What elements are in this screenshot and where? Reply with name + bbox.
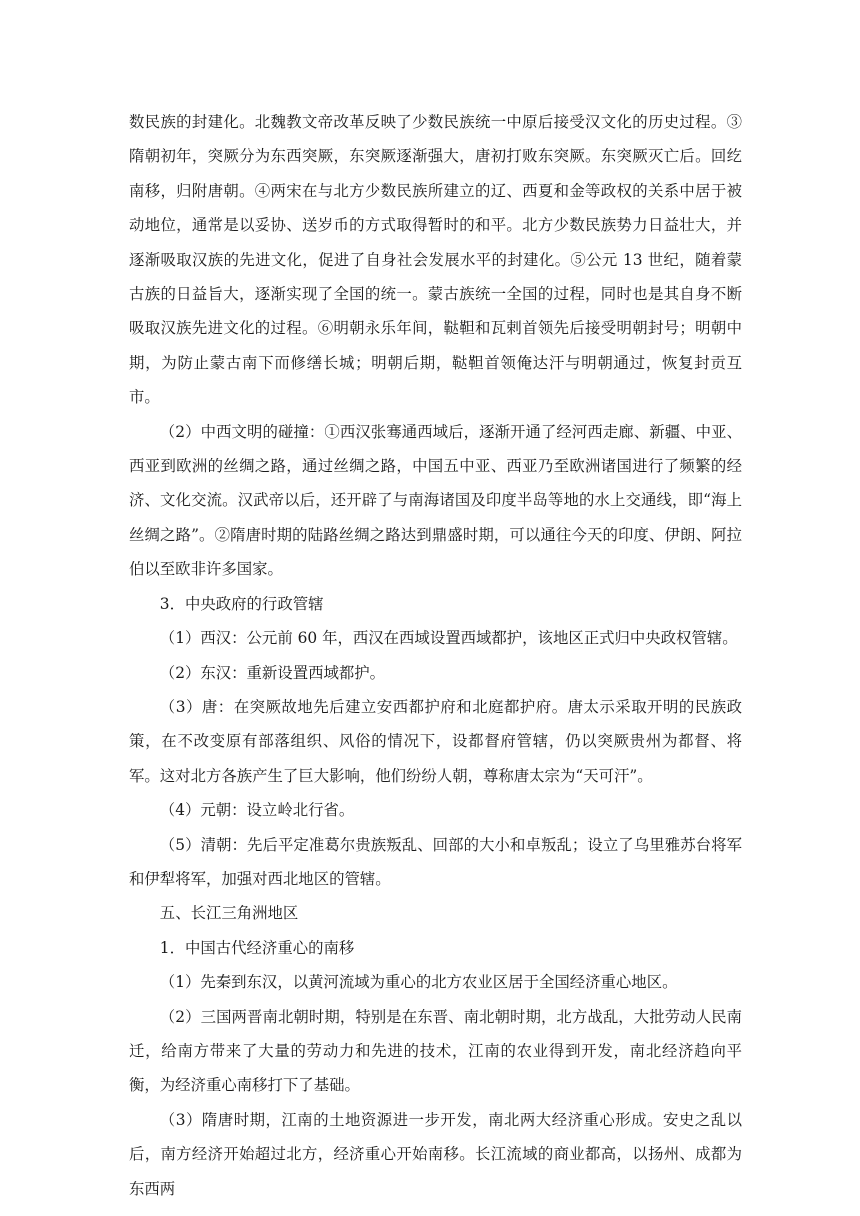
heading-central-administration: 3．中央政府的行政管辖 <box>159 594 324 613</box>
paragraph-western-han: （1）西汉：公元前 60 年，西汉在西域设置西域都护，该地区正式归中央政权管辖。 <box>159 629 738 648</box>
paragraph-east-west-contact: （2）中西文明的碰撞：①西汉张骞通西域后，逐渐开通了经河西走廊、新疆、中亚、西亚到欧洲的丝绸之路，通过丝绸之路，中国五中亚、西亚乃至欧洲诸国进行了频繁的经济、文化交流。汉武帝以后，还开辟了与南海诸国及印度半岛等地的水上交通线，即“海上丝绸之路”。②隋唐时期的陆路丝绸之路达到鼎盛时期，可以通往今天的印度、伊朗、阿拉伯以至欧非许多国家。 <box>129 422 742 579</box>
paragraph-tang: （3）唐：在突厥故地先后建立安西都护府和北庭都护府。唐太示采取开明的民族政策，在不改变原有部落组织、风俗的情况下，设都督府管辖，仍以突厥贵州为都督、将军。这对北方各族产生了巨大影响，他们纷纷人朝，尊称唐太宗为“天可汗”。 <box>129 697 742 785</box>
paragraph-qing: （5）清朝：先后平定准葛尔贵族叛乱、回部的大小和卓叛乱；设立了乌里雅苏台将军和伊犁将军，加强对西北地区的管辖。 <box>129 835 742 888</box>
heading-yangtze-delta: 五、长江三角洲地区 <box>159 904 299 923</box>
heading-economic-center-shift: 1．中国古代经济重心的南移 <box>159 938 355 957</box>
paragraph-three-kingdoms: （2）三国两晋南北朝时期，特别是在东晋、南北朝时期，北方战乱，大批劳动人民南迁，给南方带来了大量的劳动力和先进的技术，江南的农业得到开发，南北经济趋向平衡，为经济重心南移打下了基础。 <box>129 1007 742 1095</box>
paragraph-yuan: （4）元朝：设立岭北行省。 <box>159 801 355 820</box>
paragraph-pre-qin: （1）先秦到东汉，以黄河流域为重心的北方农业区居于全国经济重心地区。 <box>159 973 678 992</box>
paragraph-sui-tang: （3）隋唐时期，江南的土地资源进一步开发，南北两大经济重心形成。安史之乱以后，南方经济开始超过北方，经济重心开始南移。长江流域的商业都高，以扬州、成都为东西两 <box>129 1110 742 1198</box>
paragraph-ethnic-relations: 数民族的封建化。北魏教文帝改革反映了少数民族统一中原后接受汉文化的历史过程。③隋朝初年，突厥分为东西突厥，东突厥逐渐强大，唐初打败东突厥。东突厥灭亡后。回纥南移，归附唐朝。④两宋在与北方少数民族所建立的辽、西夏和金等政权的关系中居于被动地位，通常是以妥协、送岁币的方式取得暂时的和平。北方少数民族势力日益壮大，并逐渐吸取汉族的先进文化，促进了自身社会发展水平的封建化。⑤公元 13 世纪，随着蒙古族的日益旨大，逐渐实现了全国的统一。蒙古族统一全国的过程，同时也是其自身不断吸取汉族先进文化的过程。⑥明朝永乐年间，鞑靼和瓦剌首领先后接受明朝封号；明朝中期，为防止蒙古南下而修缮长城；明朝后期，鞑靼首领俺达汗与明朝通过，恢复封贡互市。 <box>129 113 742 407</box>
paragraph-eastern-han: （2）东汉：重新设置西域都护。 <box>159 663 386 682</box>
